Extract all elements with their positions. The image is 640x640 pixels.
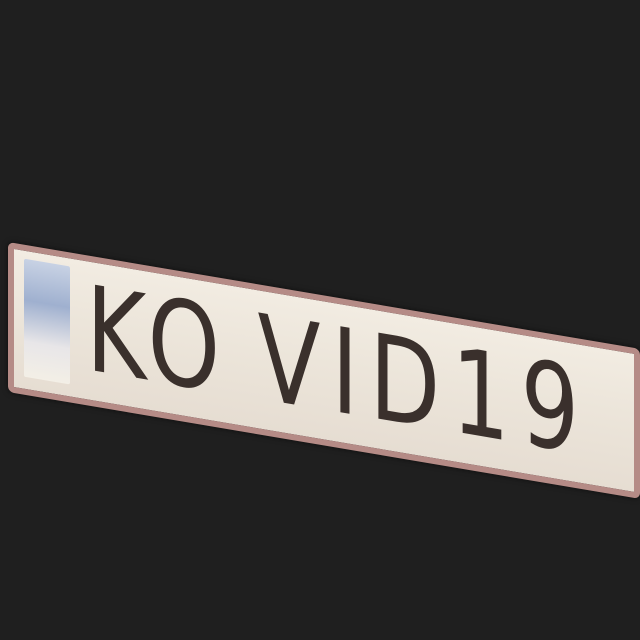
plate-registration [86, 259, 591, 483]
eu-country-strip [24, 259, 70, 385]
plate-left-segment: KO [86, 259, 227, 421]
license-plate [8, 242, 640, 499]
plate-right-segment: VID19 [257, 288, 591, 483]
